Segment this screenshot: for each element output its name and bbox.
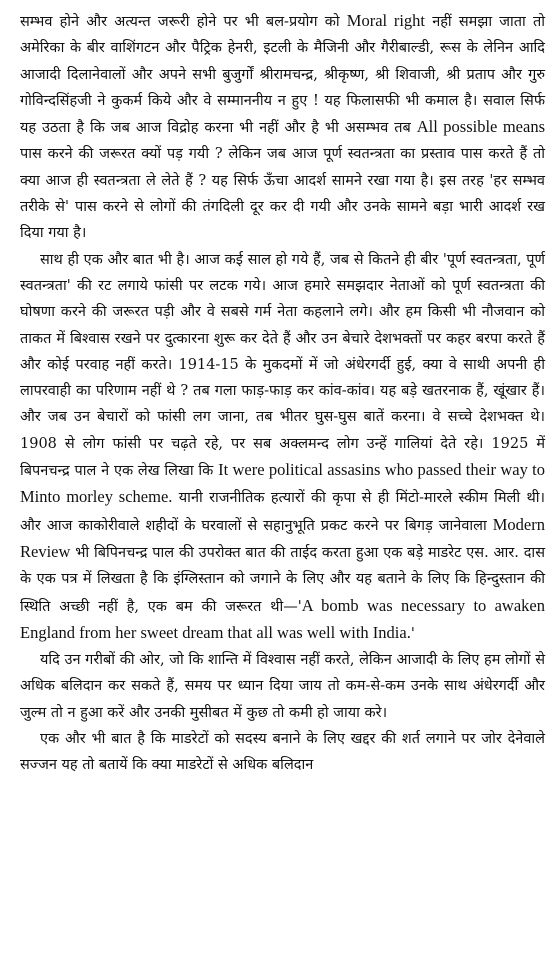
text-run: पास करने की जरूरत क्यों पड़ गयी ? लेकिन जब आज पूर्ण स्वतन्त्रता का प्रस्ताव पास करते हैं तो क्या आज ही स्वतन्त्रता ले लेते हैं ? यह सिर्फ ऊँचा आदर्श सामने रखा गया है। इस तरह 'हर सम्भव तरीके से' पास करने से लोगों की तंगदिली दूर कर दी गयी और उनके सामने बड़ा भारी आदर्श रख दिया गया है। [20, 146, 545, 242]
text-run: यानी राजनीतिक हत्यारों की कृपा से ही मिंटो-मारले स्कीम मिली थी। और आज काकोरीवाले शहीदों के घरवालों से सहानुभूति प्रकट करने पर बिगड़ जानेवाला [20, 490, 545, 534]
english-run: Modern Review [20, 514, 545, 561]
paragraph-3 [20, 647, 545, 726]
text-run: एक और भी बात है कि माडरेटों को सदस्य बनाने के लिए खद्दर की शर्त लगाने पर जोर देनेवाले सज्जन यह तो बतायें कि क्या माडरेटों से अधिक बलिदान [20, 731, 545, 774]
text-run: यदि उन गरीबों की ओर, जो कि शान्ति में विश्वास नहीं करते, लेकिन आजादी के लिए हम लोगों से अधिक बलिदान कर सकते हैं, समय पर ध्यान दिया जाय तो कम-से-कम उनके साथ अंधेरगर्दी और जुल्म तो न हुआ करें और उनकी मुसीबत में कुछ तो कमी हो जाया करे। [20, 652, 545, 721]
text-run: भी बिपिनचन्द्र पाल की उपरोक्त बात की ताईद करता हुआ एक बड़े माडरेट एस. आर. दास के एक पत्र में लिखता है कि इंग्लिस्तान को जगाने के लिए और यह बताने के लिए कि हिन्दुस्तान की स्थिति अच्छी नहीं है, एक बम की जरूरत थी—' [20, 544, 545, 615]
body-text [20, 8, 545, 779]
paragraph-4 [20, 726, 545, 779]
english-run: All possible means [416, 117, 545, 137]
text-run: नहीं समझा जाता तो अमेरिका के बीर वाशिंगटन और पैट्रिक हेनरी, इटली के मैजिनी और गैरीबाल्डी, रूस के लेनिन आदि आजादी दिलानेवालों और अपने सभी बुजुर्गों श्रीरामचन्द्र, श्रीकृष्ण, श्री शिवाजी, श्री प्रताप और गुरु गोविन्दसिंहजी ने कुकर्म किये और वे सम्माननीय न हुए ! यह फिलासफी भी कमाल है। सवाल सिर्फ यह उठता है कि जब आज विद्रोह करना भी नहीं और है भी असम्भव तब [20, 14, 546, 137]
paragraph-1 [20, 8, 545, 247]
text-run: साथ ही एक और बात भी है। आज कई साल हो गये हैं, जब से कितने ही बीर 'पूर्ण स्वतन्त्रता, पूर्ण स्वतन्त्रता' की रट लगाये फांसी पर लटक गये। आज हमारे समझदार नेताओं को पूर्ण स्वतन्त्रता की घोषणा करने की जरूरत पड़ी और वे सबसे गर्म नेता कहलाने लगे। और हम किसी भी नौजवान को ताकत में बिश्वास रखने पर दुत्कारना शुरू कर देते हैं और उन बेचारे देशभक्तों पर कहर बरपा करते हैं और कोई परवाह नहीं करते। 1914-15 के मुकदमों में जो अंधेरगर्दी हुई, क्या वे साथी अपनी ही लापरवाही का परिणाम नहीं थे ? तब गला फाड़-फाड़ कर कांव-कांव। यह बड़े खतरनाक हैं, खूंखार हैं। और जब उन बेचारों को फांसी लग जाना, तब भीतर घुस-घुस बातें करना। वे सच्चे देशभक्त थे। 1908 से लोग फांसी पर चढ़ते रहे, पर सब अक्लमन्द लोग उन्हें गालियां देते रहे। 1925 में बिपनचन्द्र पाल ने एक लेख लिखा कि [20, 251, 545, 480]
text-run: ' [410, 625, 415, 642]
english-run: A bomb was necessary to awaken England from her sweet dream that all was well with India. [20, 595, 545, 642]
paragraph-2 [20, 247, 545, 647]
english-run: Moral right [346, 11, 425, 30]
text-run: सम्भव होने और अत्यन्त जरूरी होने पर भी बल-प्रयोग को [20, 14, 347, 30]
english-run: It were political assasins who passed their way to Minto morley scheme. [20, 460, 545, 507]
